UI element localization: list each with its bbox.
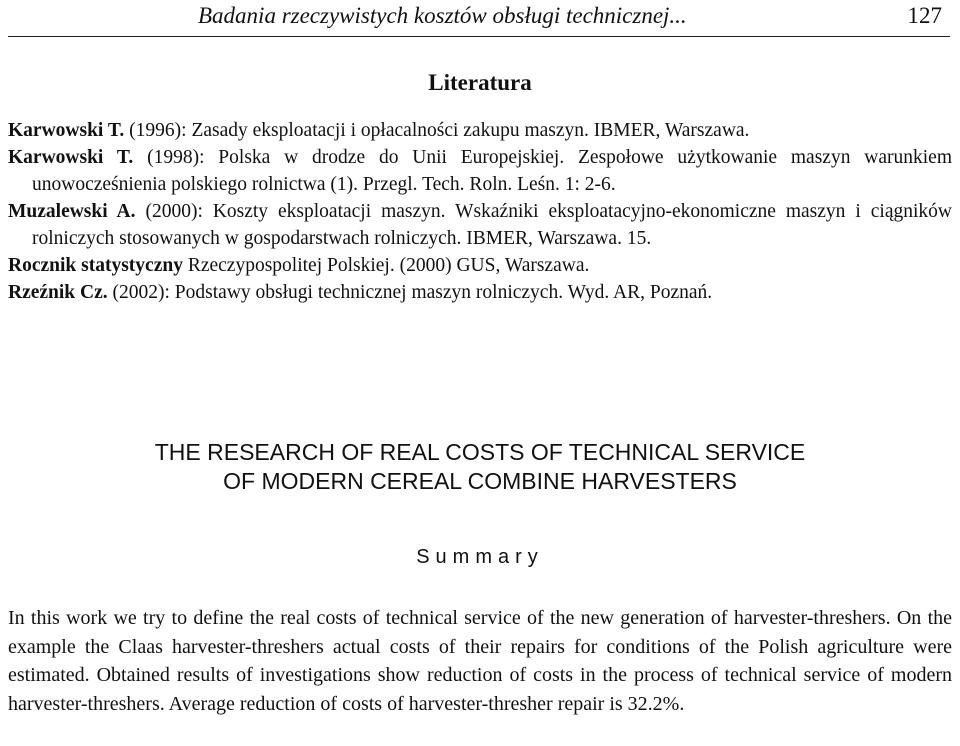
english-title-line: THE RESEARCH OF REAL COSTS OF TECHNICAL SERVICE <box>154 439 806 465</box>
reference-list <box>8 117 952 306</box>
reference-item <box>8 117 952 144</box>
summary-heading: Summary <box>416 546 544 568</box>
reference-text: (2002): Podstawy obsługi technicznej maszyn rolniczych. Wyd. AR, Poznań. <box>107 282 713 303</box>
reference-item <box>8 144 952 198</box>
reference-author: Muzalewski A. <box>8 201 136 222</box>
literature-heading: Literatura <box>428 70 532 95</box>
reference-author: Karwowski T. <box>8 147 134 168</box>
reference-text: (2000): Koszty eksploatacji maszyn. Wskaźniki eksploatacyjno-ekonomiczne maszyn i ciągników rolniczych stosowanych w gospodarstwach rolniczych. IBMER, Warszawa. 15. <box>32 201 952 249</box>
reference-text: (1998): Polska w drodze do Unii Europejskiej. Zespołowe użytkowanie maszyn warunkiem unowocześnienia polskiego rolnictwa (1). Przegl. Tech. Roln. Leśn. 1: 2-6. <box>32 147 952 195</box>
running-header <box>8 0 950 37</box>
reference-item <box>8 198 952 252</box>
reference-item <box>8 252 952 279</box>
summary-text: In this work we try to define the real costs of technical service of the new generation of harvester-threshers. On the example the Claas harvester-threshers actual costs of their repairs for conditions of the Polish agriculture were estimated. Obtained results of investigations show reduction of costs in the process of technical service of modern harvester-threshers. Average reduction of costs of harvester-thresher repair is 32.2%. <box>8 607 952 715</box>
running-title: Badania rzeczywistych kosztów obsługi technicznej... <box>198 3 687 28</box>
reference-text: (1996): Zasady eksploatacji i opłacalności zakupu maszyn. IBMER, Warszawa. <box>124 120 750 141</box>
reference-author: Karwowski T. <box>8 120 125 141</box>
reference-author: Rzeźnik Cz. <box>8 282 108 303</box>
reference-text: Rzeczypospolitej Polskiej. (2000) GUS, Warszawa. <box>182 255 590 276</box>
reference-author: Rocznik statystyczny <box>8 255 183 276</box>
english-title <box>0 438 960 496</box>
page-number: 127 <box>907 3 942 28</box>
reference-item <box>8 279 952 306</box>
english-title-line: OF MODERN CEREAL COMBINE HARVESTERS <box>223 468 737 494</box>
